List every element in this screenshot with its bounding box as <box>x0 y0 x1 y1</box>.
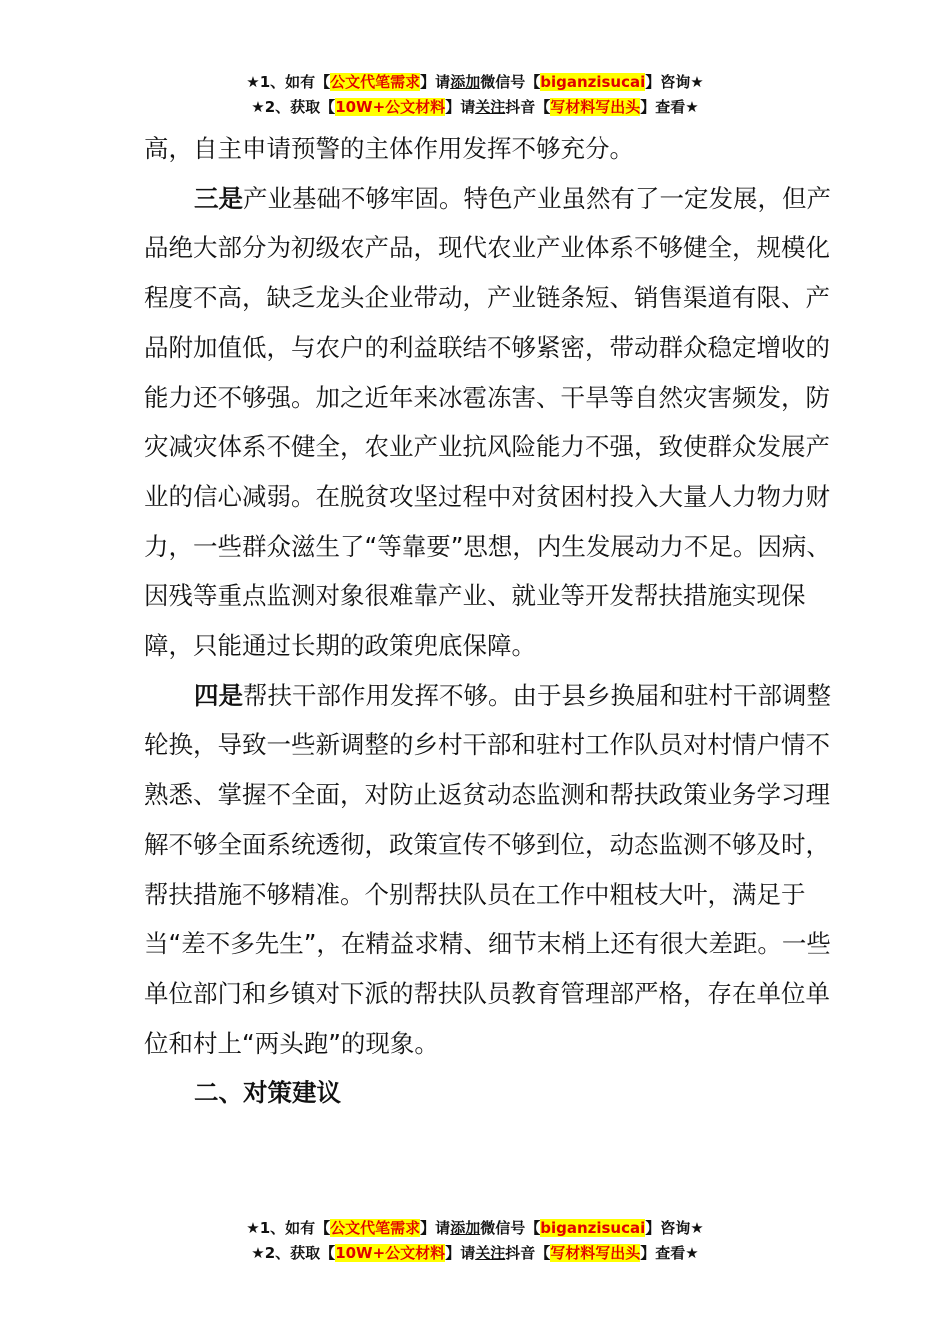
paragraph-cadres <box>144 671 834 1069</box>
star-icon: ★ <box>251 1244 265 1262</box>
promo-text: 】请 <box>420 1219 451 1237</box>
promo-text: 1、如有【 <box>259 73 331 91</box>
promo-underline: 添加 <box>450 1219 481 1237</box>
promo-text: 2、获取【 <box>264 1244 336 1262</box>
paragraph-text: 产业基础不够牢固。特色产业虽然有了一定发展，但产品绝大部分为初级农产品，现代农业产业体系不够健全，规模化程度不高，缺乏龙头企业带动，产业链条短、销售渠道有限、产品附加值低，与农户的利益联结不够紧密，带动群众稳定增收的能力还不够强。加之近年来冰雹冻害、干旱等自然灾害频发，防灾减灾体系不健全，农业产业抗风险能力不强，致使群众发展产业的信心减弱。在脱贫攻坚过程中对贫困村投入大量人力物力财力，一些群众滋生了“等靠要”思想，内生发展动力不足。因病、因残等重点监测对象很难靠产业、就业等开发帮扶措施实现保障，只能通过长期的政策兜底保障。 <box>144 183 831 661</box>
promo-banner-bottom <box>0 1216 950 1266</box>
promo-text: 微信号【 <box>480 1219 541 1237</box>
promo-underline: 关注 <box>475 98 506 116</box>
promo-text: 抖音【 <box>505 98 551 116</box>
promo-highlight: 公文代笔需求 <box>330 1219 421 1237</box>
promo-text: 1、如有【 <box>259 1219 331 1237</box>
promo-line-1 <box>0 70 950 95</box>
star-icon: ★ <box>251 98 265 116</box>
paragraph-lead: 四是 <box>194 680 243 710</box>
promo-text: 抖音【 <box>505 1244 551 1262</box>
promo-line-1 <box>0 1216 950 1241</box>
promo-text: 】咨询★ <box>645 73 704 91</box>
promo-line-2 <box>0 1241 950 1266</box>
promo-underline: 关注 <box>475 1244 506 1262</box>
paragraph-continuation: 高，自主申请预警的主体作用发挥不够充分。 <box>144 134 634 163</box>
promo-highlight-douyin: 写材料写出头 <box>550 98 641 116</box>
promo-line-2 <box>0 95 950 120</box>
star-icon: ★ <box>246 1219 260 1237</box>
paragraph-lead: 三是 <box>194 183 243 213</box>
promo-text: 】请 <box>445 1244 476 1262</box>
promo-text: 】查看★ <box>640 1244 699 1262</box>
promo-text: 微信号【 <box>480 73 541 91</box>
promo-underline: 添加 <box>450 73 481 91</box>
promo-highlight: 10W+公文材料 <box>335 98 446 116</box>
paragraph-industry <box>144 174 834 671</box>
promo-highlight: 公文代笔需求 <box>330 73 421 91</box>
document-body <box>144 124 834 1118</box>
promo-highlight-douyin: 写材料写出头 <box>550 1244 641 1262</box>
promo-highlight-wechat: biganzisucai <box>540 1219 646 1237</box>
paragraph-text: 帮扶干部作用发挥不够。由于县乡换届和驻村干部调整轮换，导致一些新调整的乡村干部和驻村工作队员对村情户情不熟悉、掌握不全面，对防止返贫动态监测和帮扶政策业务学习理解不够全面系统透彻，政策宣传不够到位，动态监测不够及时，帮扶措施不够精准。个别帮扶队员在工作中粗枝大叶，满足于当“差不多先生”，在精益求精、细节末梢上还有很大差距。一些单位部门和乡镇对下派的帮扶队员教育管理部严格，存在单位单位和村上“两头跑”的现象。 <box>144 680 831 1058</box>
promo-text: 】咨询★ <box>645 1219 704 1237</box>
star-icon: ★ <box>246 73 260 91</box>
promo-text: 】请 <box>420 73 451 91</box>
promo-text: 】请 <box>445 98 476 116</box>
promo-text: 2、获取【 <box>264 98 336 116</box>
promo-banner-top <box>0 70 950 120</box>
promo-text: 】查看★ <box>640 98 699 116</box>
promo-highlight-wechat: biganzisucai <box>540 73 646 91</box>
promo-highlight: 10W+公文材料 <box>335 1244 446 1262</box>
section-heading: 二、对策建议 <box>194 1078 341 1108</box>
